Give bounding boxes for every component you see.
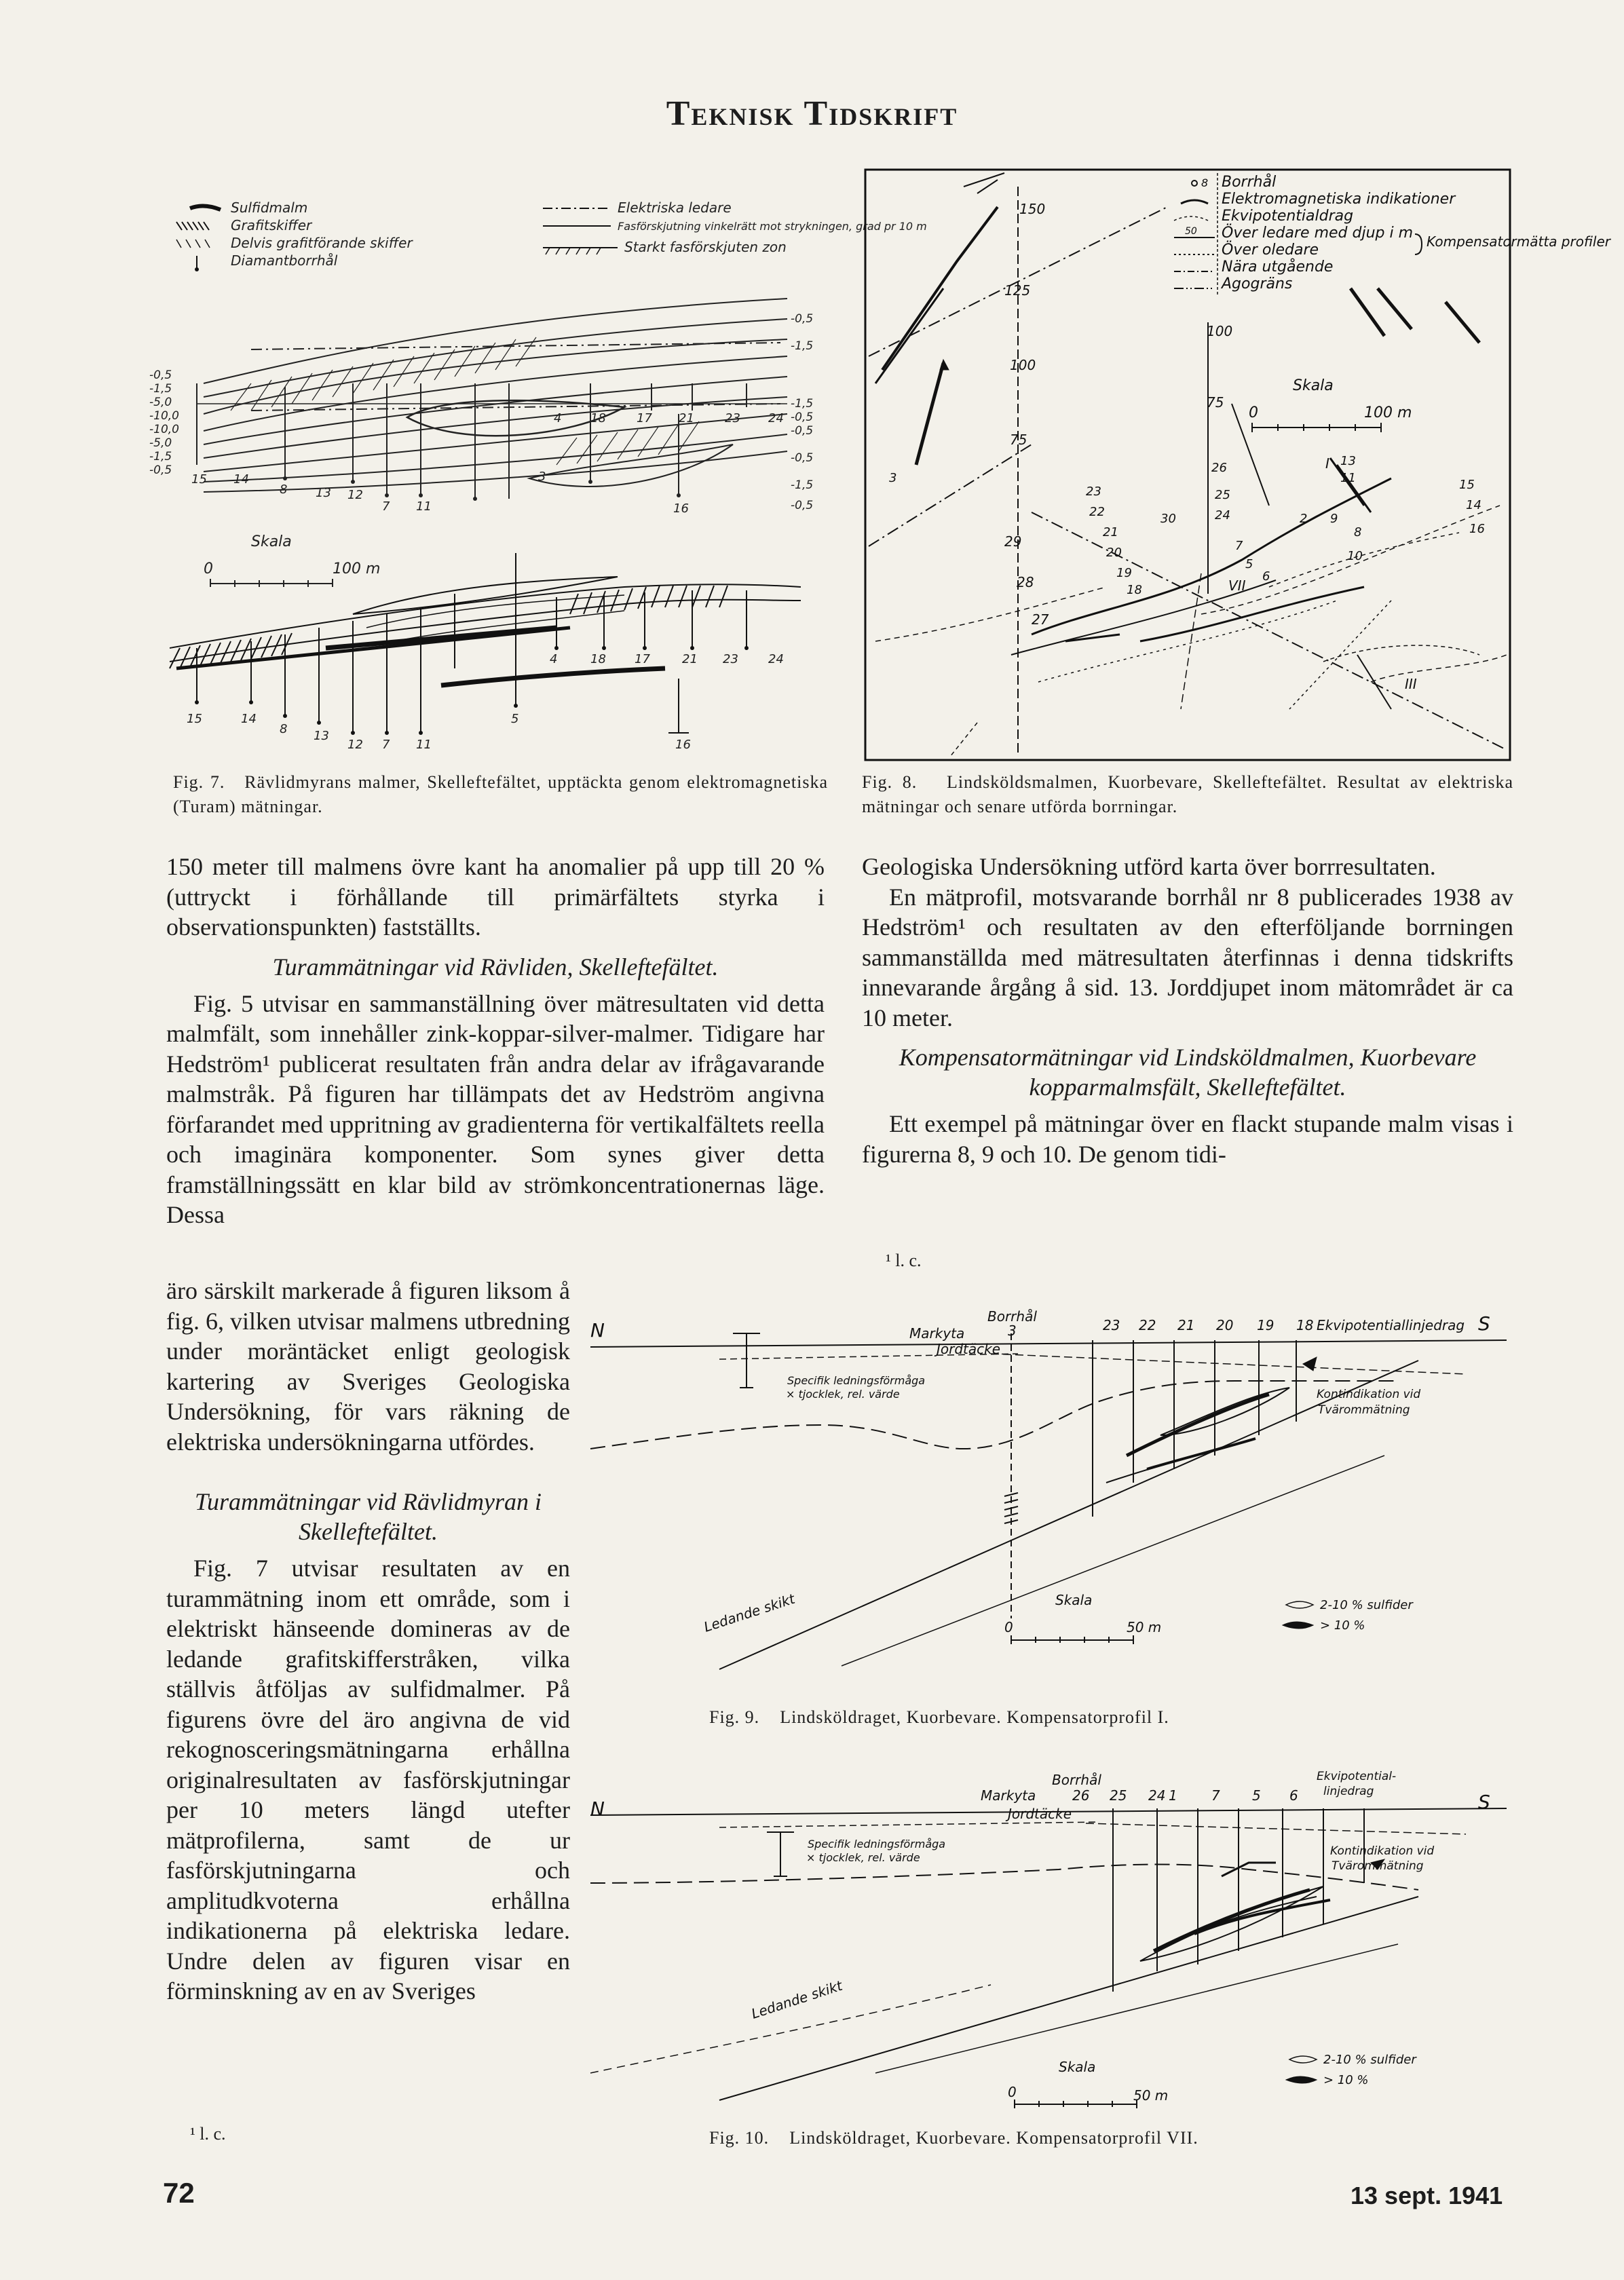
svg-text:Specifik ledningsförmåga: Specifik ledningsförmåga: [808, 1838, 946, 1850]
svg-text:8: 8: [280, 722, 288, 736]
svg-text:8: 8: [1354, 525, 1362, 539]
fig9-caption-text: Lindsköldraget, Kuorbevare. Kompensatorprofil I.: [780, 1707, 1169, 1727]
svg-text:21: 21: [1177, 1317, 1195, 1333]
svg-text:Ekvipotential-: Ekvipotential-: [1317, 1770, 1397, 1783]
figure-9-graphic: [584, 1293, 1520, 1673]
left-heading-2: Turammätningar vid Rävlidmyran i Skelleftefältet.: [195, 1488, 542, 1545]
fig10-caption-label: Fig. 10.: [709, 2128, 770, 2148]
svg-text:21: 21: [682, 652, 698, 666]
svg-text:Kompensatormätta profiler: Kompensatormätta profiler: [1427, 233, 1610, 250]
svg-text:Över oledare: Över oledare: [1222, 242, 1319, 259]
fig7-legend-delvis: Delvis grafitförande skiffer: [231, 235, 413, 251]
svg-text:linjedrag: linjedrag: [1323, 1785, 1374, 1798]
svg-text:Ledande skikt: Ledande skikt: [702, 1590, 797, 1635]
svg-text:26: 26: [1211, 461, 1227, 475]
svg-text:2-10 % sulfider: 2-10 % sulfider: [1320, 1598, 1413, 1612]
svg-text:29: 29: [1004, 533, 1022, 550]
svg-text:24: 24: [1215, 508, 1230, 522]
svg-text:-0,5: -0,5: [791, 499, 814, 512]
page-number: 72: [163, 2177, 195, 2209]
fig8-caption: [862, 770, 1513, 819]
svg-text:14: 14: [241, 712, 257, 726]
svg-text:75: 75: [1207, 394, 1224, 411]
fig8-scale: [1249, 377, 1412, 432]
fig10-labels: [590, 1770, 1490, 2022]
svg-text:Elektromagnetiska indikationer: Elektromagnetiska indikationer: [1222, 191, 1456, 208]
svg-text:Över ledare med djup i m: Över ledare med djup i m: [1222, 225, 1414, 242]
svg-text:Tvärommätning: Tvärommätning: [1332, 1859, 1424, 1873]
svg-text:50: 50: [1185, 226, 1197, 237]
svg-text:12: 12: [347, 738, 363, 752]
svg-text:> 10 %: > 10 %: [1323, 2073, 1369, 2087]
svg-text:-0,5: -0,5: [791, 411, 814, 424]
svg-text:7: 7: [1235, 539, 1243, 553]
svg-text:2-10 % sulfider: 2-10 % sulfider: [1323, 2053, 1416, 2067]
fig8-legend: [1174, 173, 1612, 295]
svg-text:9: 9: [1330, 512, 1338, 526]
fig9-caption: [709, 1705, 1456, 1730]
svg-text:8: 8: [1201, 176, 1209, 189]
svg-text:19: 19: [1257, 1317, 1274, 1333]
svg-text:50 m: 50 m: [1127, 1619, 1162, 1635]
left-para-3: Fig. 7 utvisar resultaten av en turammätning inom ett område, som i elektriskt hänseende domineras av de ledande grafitskifferstråken, vilka ställvis åtföljas av sulfidmalmer. På figurens övre del äro angivna de vid rekognosceringsmätningarna erhållna originalresultaten av fasförskjutningar per 10 meters längd utefter mätprofilerna, samt de ur fasförskjutningarna och amplitudkvoterna erhållna indikationerna på elektriska ledare. Undre delen av figuren visar en förminskning av en av Sveriges: [166, 1555, 570, 2004]
svg-text:Borrhål: Borrhål: [1052, 1772, 1101, 1788]
svg-text:22: 22: [1139, 1317, 1156, 1333]
svg-text:-5,0: -5,0: [149, 396, 172, 409]
fig7-caption-text: Rävlidmyrans malmer, Skelleftefältet, upptäckta genom elektromagnetiska (Turam) mätningar.: [173, 772, 829, 816]
svg-text:8: 8: [280, 482, 288, 497]
fig7-right-values: [791, 312, 813, 512]
fig7-upper-diagram: [197, 299, 787, 501]
left-para-2: Fig. 5 utvisar en sammanställning över mätresultaten vid detta malmfält, som innehåller zink-koppar-silver-malmer. Tidigare har Hedström¹ publicerat resultaten från andra delar av ifrågavarande malmstråk. På figuren har tillämpats det av Hedström angivna förfarandet med uppritning av gradienterna för vertikalfältets reella och imaginära komponenter. Som synes giver detta framställningssätt en klar bild av strömkoncentrationernas läge. Dessa: [166, 989, 825, 1228]
fig7-caption: [173, 770, 828, 819]
svg-text:19: 19: [1116, 566, 1132, 580]
svg-text:50 m: 50 m: [1133, 2087, 1169, 2104]
svg-text:-0,5: -0,5: [791, 451, 814, 465]
svg-text:Skala: Skala: [251, 533, 292, 550]
svg-text:18: 18: [1296, 1317, 1314, 1333]
svg-text:13: 13: [316, 486, 331, 500]
right-para-1: Geologiska Undersökning utförd karta över borrresultaten.: [862, 853, 1436, 880]
svg-text:Jordtäcke: Jordtäcke: [1008, 1806, 1072, 1822]
svg-text:11: 11: [416, 738, 432, 752]
svg-text:2: 2: [1300, 512, 1308, 526]
svg-text:Borrhål: Borrhål: [987, 1308, 1037, 1325]
fig7-legend-stark: Starkt fasförskjuten zon: [624, 239, 787, 255]
right-para-3: Ett exempel på mätningar över en flackt stupande malm visas i figurerna 8, 9 och 10. De genom tidi-: [862, 1110, 1513, 1168]
svg-text:17: 17: [635, 652, 650, 666]
fig9-labels: [590, 1308, 1490, 1635]
svg-text:13: 13: [314, 729, 329, 743]
svg-text:30: 30: [1160, 512, 1176, 526]
svg-text:28: 28: [1017, 574, 1034, 590]
svg-text:5: 5: [1245, 557, 1253, 571]
svg-text:24: 24: [768, 411, 784, 425]
fig7-left-values: [149, 368, 179, 477]
svg-text:S: S: [1478, 1312, 1490, 1335]
fig7-legend-diamant: Diamantborrhål: [231, 252, 338, 269]
figure-7: [149, 180, 927, 752]
svg-text:25: 25: [1110, 1787, 1127, 1804]
svg-text:16: 16: [1469, 522, 1485, 536]
svg-text:21: 21: [679, 411, 694, 425]
svg-text:21: 21: [1103, 525, 1118, 539]
svg-text:Specifik ledningsförmåga: Specifik ledningsförmåga: [787, 1374, 926, 1387]
left-para-1: 150 meter till malmens övre kant ha anomalier på upp till 20 % (uttryckt i förhållande till primärfältets styrka i observationspunkten) fastställts.: [166, 853, 825, 940]
svg-text:> 10 %: > 10 %: [1320, 1618, 1365, 1633]
svg-text:-1,5: -1,5: [149, 382, 172, 396]
fig8-holes: [889, 454, 1485, 597]
svg-text:S: S: [1478, 1791, 1490, 1813]
svg-text:12: 12: [347, 488, 363, 502]
svg-text:15: 15: [187, 712, 202, 726]
svg-text:-1,5: -1,5: [791, 478, 814, 492]
svg-text:11: 11: [416, 499, 432, 514]
svg-text:0: 0: [1249, 404, 1258, 421]
svg-text:18: 18: [590, 652, 606, 666]
figure-7-graphic: [149, 180, 927, 752]
svg-text:N: N: [590, 1798, 605, 1820]
svg-text:Agogräns: Agogräns: [1222, 276, 1293, 292]
fig10-legend: [1286, 2053, 1417, 2087]
svg-text:Skala: Skala: [1293, 377, 1334, 394]
fig9-caption-label: Fig. 9.: [709, 1707, 760, 1727]
figure-10: [584, 1761, 1520, 2121]
svg-text:22: 22: [1089, 505, 1105, 519]
svg-text:3: 3: [538, 470, 546, 484]
svg-text:Skala: Skala: [1055, 1592, 1093, 1608]
svg-text:10: 10: [1347, 549, 1363, 563]
left-heading-1: Turammätningar vid Rävliden, Skelleftefältet.: [272, 953, 719, 981]
svg-text:VII: VII: [1228, 577, 1246, 594]
svg-text:5: 5: [511, 712, 519, 726]
svg-text:20: 20: [1106, 546, 1122, 560]
figure-8: [862, 166, 1610, 763]
svg-text:-0,5: -0,5: [149, 368, 172, 382]
svg-text:-1,5: -1,5: [791, 339, 814, 353]
svg-text:20: 20: [1216, 1317, 1234, 1333]
svg-text:III: III: [1405, 676, 1417, 692]
svg-text:Ledande skikt: Ledande skikt: [749, 1977, 845, 2022]
left-column-top: [166, 852, 825, 1230]
svg-text:125: 125: [1004, 282, 1031, 299]
svg-text:-5,0: -5,0: [149, 436, 172, 450]
fig8-caption-label: Fig. 8.: [862, 772, 918, 792]
svg-text:-10,0: -10,0: [149, 409, 179, 423]
svg-text:100: 100: [1207, 323, 1233, 339]
svg-text:Nära utgående: Nära utgående: [1222, 259, 1334, 276]
svg-text:I: I: [1325, 455, 1329, 472]
svg-text:7: 7: [382, 738, 390, 752]
svg-text:100 m: 100 m: [333, 560, 381, 577]
svg-text:18: 18: [590, 411, 606, 425]
svg-text:100: 100: [1010, 357, 1036, 373]
svg-text:26: 26: [1072, 1787, 1090, 1804]
figure-8-graphic: [862, 166, 1610, 763]
fig8-roman: [1228, 455, 1417, 692]
svg-text:-1,5: -1,5: [149, 450, 172, 463]
svg-text:18: 18: [1127, 583, 1142, 597]
fig10-scale: [1008, 2059, 1168, 2108]
svg-text:Markyta: Markyta: [909, 1325, 965, 1342]
svg-text:100 m: 100 m: [1364, 404, 1412, 421]
fig7-legend-fas: Fasförskjutning vinkelrätt mot strykningen, grad pr 10 m: [618, 220, 927, 233]
fig9-scale: [1004, 1592, 1161, 1644]
svg-text:Ekvipotentiallinjedrag: Ekvipotentiallinjedrag: [1317, 1317, 1465, 1333]
right-column: [862, 852, 1513, 1169]
svg-text:× tjocklek, rel. värde: × tjocklek, rel. värde: [786, 1388, 900, 1401]
fig9-legend: [1283, 1598, 1414, 1633]
svg-text:Kontindikation vid: Kontindikation vid: [1330, 1844, 1435, 1858]
figure-9: [584, 1293, 1520, 1673]
svg-text:75: 75: [1010, 432, 1027, 448]
fig7-hole-labels-bottom: [187, 652, 784, 752]
fig8-depth-labels: [1004, 201, 1232, 628]
svg-text:Tvärommätning: Tvärommätning: [1318, 1403, 1410, 1417]
svg-text:14: 14: [1466, 498, 1481, 512]
right-heading-1: Kompensatormätningar vid Lindsköldmalmen, Kuorbevare kopparmalmsfält, Skelleftefältet.: [899, 1044, 1477, 1101]
svg-text:7: 7: [1211, 1787, 1220, 1804]
svg-text:Skala: Skala: [1059, 2059, 1096, 2075]
svg-text:23: 23: [1086, 484, 1101, 499]
svg-text:-0,5: -0,5: [791, 312, 814, 326]
svg-text:3: 3: [1008, 1323, 1017, 1339]
fig7-caption-label: Fig. 7.: [173, 772, 225, 792]
svg-text:0: 0: [204, 560, 213, 577]
svg-text:27: 27: [1032, 611, 1049, 628]
svg-text:× tjocklek, rel. värde: × tjocklek, rel. värde: [806, 1851, 920, 1864]
masthead: Teknisk Tidskrift: [666, 94, 958, 133]
issue-date: 13 sept. 1941: [1351, 2182, 1503, 2209]
fig7-scale: [204, 533, 380, 587]
svg-text:23: 23: [1103, 1317, 1120, 1333]
svg-text:1: 1: [1169, 1787, 1177, 1804]
svg-text:6: 6: [1262, 569, 1270, 584]
right-para-2: En mätprofil, motsvarande borrhål nr 8 publicerades 1938 av Hedström¹ och resultaten av den efterföljande borrningen sammanställda med mätresultaten återfinnas i denna tidskrifts innevarande årgång å sid. 13. Jorddjupet inom mätområdet är ca 10 meter.: [862, 883, 1513, 1031]
left-column-narrow: [166, 1276, 570, 2007]
svg-text:Ekvipotentialdrag: Ekvipotentialdrag: [1222, 208, 1354, 225]
left-footnote: ¹ l. c.: [190, 2124, 226, 2144]
fig8-map: [869, 173, 1507, 757]
fig7-legend-ledare: Elektriska ledare: [618, 200, 732, 216]
fig7-legend-left: [176, 200, 413, 271]
svg-text:0: 0: [1008, 2084, 1017, 2100]
svg-text:23: 23: [725, 411, 740, 425]
svg-text:15: 15: [1459, 478, 1475, 492]
svg-text:25: 25: [1215, 488, 1230, 502]
fig10-caption: [709, 2126, 1490, 2150]
left-para-2b: äro särskilt markerade å figuren liksom å fig. 6, vilken utvisar malmens utbredning under moräntäcket enligt geologisk kartering av Sveriges Geologiska Undersökning, för vars räkning de elektriska undersökningarna utfördes.: [166, 1277, 570, 1456]
svg-text:16: 16: [675, 738, 691, 752]
svg-text:7: 7: [382, 499, 390, 514]
svg-text:3: 3: [889, 471, 897, 485]
fig7-lower-diagram: [170, 553, 801, 735]
svg-text:-0,5: -0,5: [149, 463, 172, 477]
svg-text:4: 4: [554, 411, 562, 425]
svg-text:0: 0: [1004, 1619, 1013, 1635]
svg-text:Borrhål: Borrhål: [1222, 174, 1277, 191]
svg-text:15: 15: [191, 472, 207, 487]
right-footnote: ¹ l. c.: [886, 1251, 922, 1270]
svg-text:-10,0: -10,0: [149, 423, 179, 436]
svg-text:24: 24: [768, 652, 784, 666]
svg-text:-0,5: -0,5: [791, 424, 814, 438]
svg-text:16: 16: [673, 501, 689, 516]
svg-text:13: 13: [1340, 454, 1356, 468]
svg-text:6: 6: [1289, 1787, 1298, 1804]
svg-text:Markyta: Markyta: [981, 1787, 1036, 1804]
svg-text:24: 24: [1148, 1787, 1166, 1804]
svg-text:23: 23: [723, 652, 738, 666]
svg-text:150: 150: [1019, 201, 1046, 217]
fig8-caption-text: Lindsköldsmalmen, Kuorbevare, Skelleftefältet. Resultat av elektriska mätningar och senare utförda borrningar.: [862, 772, 1514, 816]
svg-text:11: 11: [1340, 471, 1356, 485]
fig7-legend-sulfid: Sulfidmalm: [231, 200, 308, 216]
svg-text:14: 14: [233, 472, 249, 487]
svg-text:Jordtäcke: Jordtäcke: [937, 1341, 1001, 1357]
svg-text:4: 4: [550, 652, 558, 666]
svg-text:5: 5: [1252, 1787, 1261, 1804]
svg-text:17: 17: [637, 411, 652, 425]
svg-text:-1,5: -1,5: [791, 397, 814, 411]
figure-10-graphic: [584, 1761, 1520, 2121]
svg-text:N: N: [590, 1319, 605, 1342]
fig7-legend-grafit: Grafitskiffer: [231, 217, 312, 233]
svg-text:Kontindikation vid: Kontindikation vid: [1317, 1388, 1421, 1401]
fig10-caption-text: Lindsköldraget, Kuorbevare. Kompensatorprofil VII.: [789, 2128, 1198, 2148]
